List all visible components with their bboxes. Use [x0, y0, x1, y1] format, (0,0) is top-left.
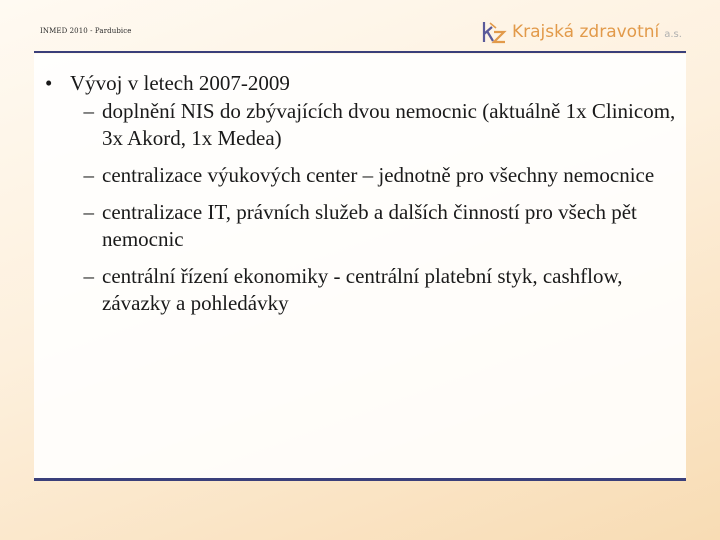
sub-bullet [40, 98, 680, 152]
bullet-marker: • [45, 71, 53, 95]
slide-content [40, 70, 680, 327]
sub-bullet-text: doplnění NIS do zbývajících dvou nemocnic (aktuálně 1x Clinicom, 3x Akord, 1x Medea) [102, 99, 676, 150]
sub-bullet-text: centrální řízení ekonomiky - centrální platební styk, cashflow, závazky a pohledávky [102, 264, 623, 315]
sub-bullet-marker: – [83, 264, 94, 288]
logo-suffix: a.s. [664, 29, 682, 40]
sub-bullet-text: centralizace IT, právních služeb a dalších činností pro všech pět nemocnic [102, 200, 637, 251]
sub-bullet-marker: – [83, 163, 94, 187]
main-bullet-text: Vývoj v letech 2007-2009 [70, 71, 290, 95]
sub-bullet-text: centralizace výukových center – jednotně pro všechny nemocnice [102, 163, 655, 187]
kz-logo-icon [481, 19, 507, 45]
sub-bullet-marker: – [83, 99, 94, 123]
main-bullet [40, 70, 680, 97]
sub-bullet-marker: – [83, 200, 94, 224]
sub-bullet-list [40, 98, 680, 317]
bottom-rule [34, 478, 686, 481]
sub-bullet [40, 199, 680, 253]
sub-bullet [40, 162, 680, 189]
logo-name: Krajská zdravotní [512, 22, 660, 42]
conference-label: INMED 2010 - Pardubice [40, 27, 132, 35]
top-rule [34, 51, 686, 53]
sub-bullet [40, 263, 680, 317]
krajska-zdravotni-logo [481, 18, 682, 46]
